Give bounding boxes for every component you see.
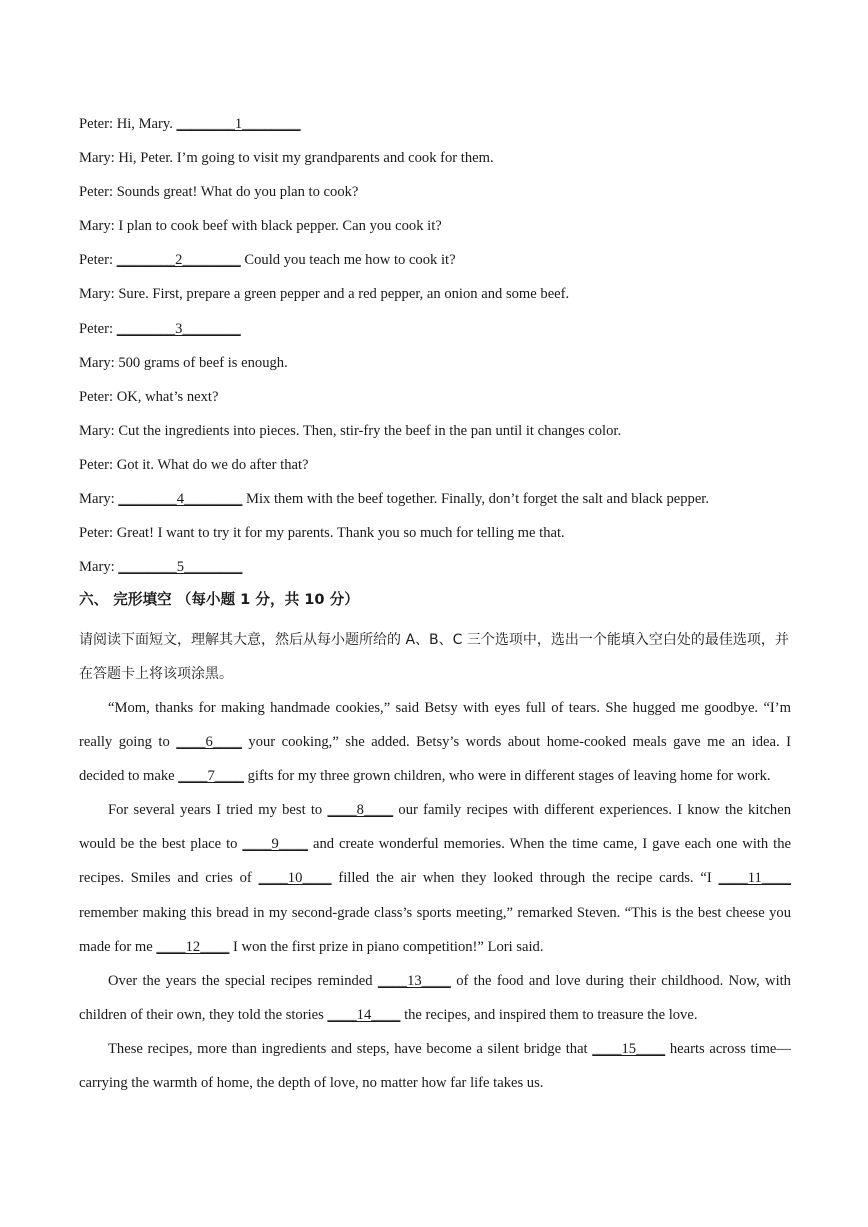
dialogue-text: I plan to cook beef with black pepper. Can you cook it? — [114, 218, 442, 235]
answer-blank-1[interactable]: ________1________ — [176, 116, 301, 132]
dialogue-line — [79, 420, 819, 454]
cloze-blank[interactable]: ____8____ — [327, 802, 394, 819]
passage-text: I won the first prize in piano competition!” Lori said. — [229, 938, 544, 955]
answer-blank-3[interactable]: ________3________ — [116, 320, 241, 337]
dialogue-line — [79, 352, 819, 386]
speaker: Peter: — [79, 388, 114, 405]
speaker: Peter: — [79, 456, 114, 473]
cloze-blank[interactable]: ____13____ — [377, 972, 451, 989]
dialogue-line — [79, 488, 819, 522]
passage-text: gifts for my three grown children, who were in different stages of leaving home for work. — [243, 768, 771, 785]
dialogue-text: 500 grams of beef is enough. — [114, 354, 288, 371]
dialogue-text: Could you teach me how to cook it? — [240, 252, 456, 269]
cloze-blank[interactable]: ____12____ — [156, 938, 230, 955]
speaker: Peter: — [79, 525, 114, 542]
dialogue-line — [79, 215, 819, 249]
dialogue-text: Cut the ingredients into pieces. Then, stir-fry the beef in the pan until it changes color. — [114, 422, 622, 439]
answer-blank-4[interactable]: ________4________ — [118, 491, 243, 508]
passage-text: your cooking,” she added. Betsy’s words about home-cooked meals gave me an idea. I decided to make — [79, 734, 792, 785]
passage-text: hearts across time—carrying the warmth of home, the depth of love, no matter how far life takes us. — [79, 1040, 791, 1092]
passage-text: and create wonderful memories. When the time came, I gave each one with the recipes. Smiles and cries of — [79, 836, 791, 887]
cloze-blank[interactable]: ____7____ — [178, 768, 244, 785]
speaker: Mary: — [79, 150, 115, 167]
speaker: Mary: — [79, 354, 115, 371]
cloze-blank[interactable]: ____11____ — [718, 870, 791, 887]
dialogue-text: Hi, Peter. I’m going to visit my grandparents and cook for them. — [114, 150, 494, 167]
dialogue-text: Mix them with the beef together. Finally, don’t forget the salt and black pepper. — [242, 491, 709, 508]
dialogue-line — [79, 556, 819, 590]
passage-paragraph — [79, 1032, 791, 1100]
dialogue-text: Got it. What do we do after that? — [113, 456, 309, 473]
passage-paragraph — [79, 691, 791, 793]
cloze-blank[interactable]: ____6____ — [176, 734, 242, 751]
dialogue-text: Sure. First, prepare a green pepper and a red pepper, an onion and some beef. — [114, 286, 570, 303]
dialogue-line — [79, 454, 819, 488]
dialogue-text: Sounds great! What do you plan to cook? — [113, 184, 359, 201]
speaker: Peter: — [79, 184, 114, 201]
passage-text: “Mom, thanks for making handmade cookies,” said Betsy with eyes full of tears. She hugged me goodbye. “I’m really going to — [79, 700, 791, 751]
section-heading: 六、 完形填空 （每小题 1 分，共 10 分） — [79, 591, 359, 608]
passage-text: These recipes, more than ingredients and steps, have become a silent bridge that — [108, 1040, 593, 1057]
passage-text: For several years I tried my best to — [108, 802, 328, 819]
answer-blank-2[interactable]: ________2________ — [116, 252, 241, 269]
passage-text: of the food and love during their childhood. Now, with children of their own, they told the stories — [79, 972, 791, 1023]
speaker: Peter: — [79, 116, 114, 132]
cloze-passage — [79, 691, 791, 1100]
section-instructions: 请阅读下面短文，理解其大意，然后从每小题所给的 A、B、C 三个选项中，选出一个能填入空白处的最佳选项，并在答题卡上将该项涂黑。 — [79, 632, 789, 683]
cloze-blank[interactable]: ____10____ — [258, 870, 332, 887]
passage-text: remember making this bread in my second-grade class’s sports meeting,” remarked Steven. “This is the best cheese you made for me — [79, 904, 791, 955]
answer-blank-5[interactable]: ________5________ — [118, 559, 243, 576]
dialogue-line — [79, 147, 819, 181]
dialogue-text: OK, what’s next? — [113, 388, 219, 405]
speaker: Mary: — [79, 422, 115, 439]
passage-text: filled the air when they looked through the recipe cards. “I — [331, 870, 719, 887]
passage-paragraph — [79, 793, 791, 963]
cloze-blank[interactable]: ____15____ — [592, 1040, 666, 1057]
dialogue-line — [79, 249, 819, 283]
passage-text: our family recipes with different experiences. I know the kitchen would be the best place to — [79, 802, 792, 853]
dialogue-line — [79, 181, 819, 215]
passage-text: Over the years the special recipes reminded — [108, 972, 378, 989]
speaker: Mary: — [79, 218, 115, 235]
passage-paragraph — [79, 964, 791, 1032]
speaker: Mary: — [79, 559, 115, 576]
passage-text: the recipes, and inspired them to treasure the love. — [400, 1006, 698, 1023]
dialogue-line — [79, 283, 819, 317]
cloze-blank[interactable]: ____14____ — [327, 1006, 401, 1023]
dialogue-line — [79, 113, 819, 147]
dialogue-section — [79, 113, 819, 590]
speaker: Peter: — [79, 320, 114, 337]
speaker: Mary: — [79, 491, 115, 508]
dialogue-text: Great! I want to try it for my parents. Thank you so much for telling me that. — [113, 525, 565, 542]
dialogue-line — [79, 522, 819, 556]
speaker: Peter: — [79, 252, 114, 269]
dialogue-line — [79, 386, 819, 420]
dialogue-line — [79, 318, 819, 352]
cloze-blank[interactable]: ____9____ — [242, 836, 309, 853]
dialogue-text: Hi, Mary. — [113, 116, 177, 132]
speaker: Mary: — [79, 286, 115, 303]
